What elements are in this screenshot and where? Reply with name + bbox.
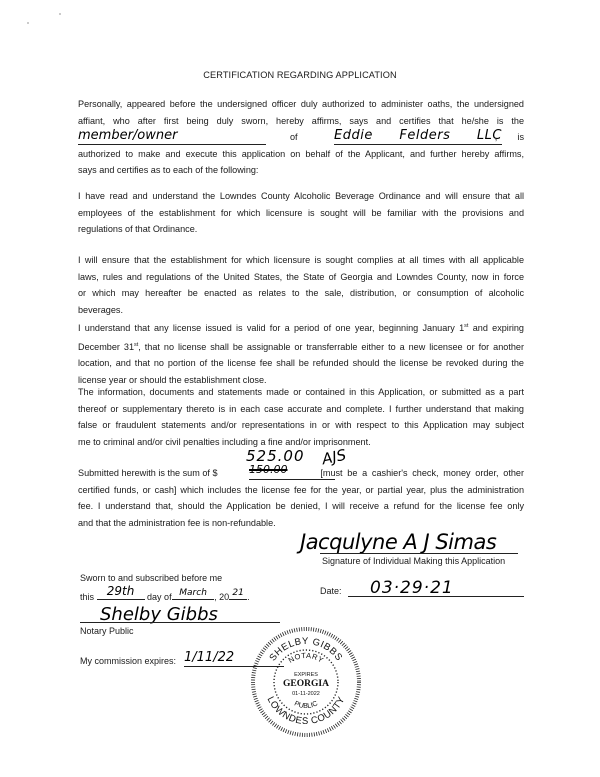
year-field[interactable] bbox=[229, 588, 247, 600]
role-value: member/owner bbox=[78, 127, 178, 143]
fee-line-4: and that the administration fee is non-refundable. bbox=[78, 517, 276, 528]
correction-initials: AJS bbox=[320, 445, 348, 469]
validity-line-1 bbox=[78, 318, 524, 337]
scan-speck bbox=[59, 13, 61, 15]
validity-line-3: location, and that no portion of the license fee shall be refunded should the license be revoked during the bbox=[78, 358, 524, 369]
this-label: this bbox=[80, 592, 95, 602]
accuracy-line-4: me to criminal and/or civil penalties including a fine and/or imprisonment. bbox=[78, 436, 371, 447]
ordinance-line-1: I have read and understand the Lowndes County Alcoholic Beverage Ordinance and will ensure that all bbox=[78, 191, 524, 201]
fee-text: [must be a cashier's check, money order, other bbox=[320, 468, 524, 478]
accuracy-line-1: The information, documents and statements made or contained in this Application, or submitted as a part bbox=[78, 387, 524, 397]
compliance-line-2: laws, rules and regulations of the United States, the State of Georgia and Lowndes County, now in force bbox=[78, 271, 524, 282]
notary-signature: Shelby Gibbs bbox=[100, 604, 218, 625]
applicant-signature: Jacqulyne A J Simas bbox=[300, 530, 497, 554]
superscript: st bbox=[134, 341, 139, 348]
svg-text:NOTARY bbox=[287, 651, 326, 665]
svg-text:PUBLIC bbox=[293, 700, 319, 710]
superscript: st bbox=[464, 323, 469, 329]
is-label: , is bbox=[494, 132, 524, 143]
month-value: March bbox=[179, 588, 207, 598]
validity-text: December 31 bbox=[78, 341, 135, 352]
notary-public-label: Notary Public bbox=[80, 626, 134, 636]
seal-notary-text: NOTARY bbox=[286, 650, 326, 665]
commission-value: 1/11/22 bbox=[184, 650, 235, 665]
svg-text:LOWNDES COUNTY bbox=[265, 695, 348, 727]
fee-line-2: certified funds, or cash] which includes the license fee for the year, or partial year, plus the administration bbox=[78, 484, 524, 495]
date-value: 03·29·21 bbox=[370, 578, 454, 598]
validity-text: and expiring bbox=[468, 323, 524, 333]
month-field[interactable] bbox=[172, 588, 214, 600]
seal-date-text: 01-11-2022 bbox=[292, 691, 320, 697]
intro-line-4: authorized to make and execute this application on behalf of the Applicant, and further hereby affirms, bbox=[78, 148, 524, 159]
seal-bottom-text: LOWNDES COUNTY bbox=[264, 694, 348, 728]
ordinance-line-2: employees of the establishment for which licensure is sought will be familiar with the provisions and bbox=[78, 207, 524, 218]
ordinance-line-3: regulations of that Ordinance. bbox=[78, 224, 198, 235]
scan-speck bbox=[27, 22, 29, 24]
validity-line-4: license year or should the establishment close. bbox=[78, 374, 267, 385]
sworn-date-line bbox=[80, 584, 250, 602]
company-value: Eddie Felders LLC bbox=[334, 127, 502, 143]
validity-paragraph bbox=[78, 318, 524, 388]
commission-label: My commission expires: bbox=[80, 656, 177, 666]
seal-state-text: GEORGIA bbox=[283, 679, 329, 689]
accuracy-line-3: false or fraudulent statements and/or representations in or with respect to this Application may subject bbox=[78, 420, 524, 431]
seal-public-text: PUBLIC bbox=[292, 700, 319, 711]
of-label: of bbox=[290, 132, 298, 143]
seal-top-text: SHELBY GIBBS bbox=[267, 635, 345, 664]
intro-line-5: says and certifies as to each of the following: bbox=[78, 165, 259, 176]
applicant-signature-label: Signature of Individual Making this Application bbox=[322, 556, 506, 566]
notary-signature-line bbox=[80, 622, 280, 623]
intro-line-2: affiant, who after first being duly sworn, hereby affirms, says and certifies that he/she is the bbox=[78, 115, 524, 126]
year-value: 21 bbox=[232, 588, 244, 598]
fee-paragraph bbox=[78, 465, 524, 531]
day-field[interactable] bbox=[97, 584, 145, 600]
seal-expires-text: EXPIRES bbox=[294, 672, 318, 678]
validity-line-2 bbox=[78, 337, 524, 356]
applicant-signature-line bbox=[320, 553, 518, 554]
intro-line-3 bbox=[78, 129, 524, 146]
company-field[interactable] bbox=[334, 127, 502, 145]
ordinance-paragraph bbox=[78, 188, 524, 238]
compliance-line-3: or which may hereafter be enacted as relates to the sale, distribution, or consumption of alcoholic bbox=[78, 288, 524, 299]
fee-line-3: fee. I understand that, should the Application be denied, I will receive a refund for the license fee only bbox=[78, 501, 524, 512]
validity-text: I understand that any license issued is valid for a period of one year, beginning January 1 bbox=[78, 323, 465, 333]
day-value: 29th bbox=[106, 584, 135, 598]
day-of-label: day of bbox=[147, 592, 172, 602]
compliance-paragraph bbox=[78, 252, 524, 318]
intro-line-1: Personally, appeared before the undersigned officer duly authorized to administer oaths, the undersigned bbox=[78, 99, 524, 109]
compliance-line-4: beverages. bbox=[78, 304, 123, 315]
intro-paragraph bbox=[78, 96, 524, 179]
notary-seal-icon bbox=[250, 626, 362, 738]
fee-text: Submitted herewith is the sum of $ bbox=[78, 468, 218, 478]
accuracy-line-2: thereof or supplementary thereto is in each case accurate and complete. I further understand that making bbox=[78, 403, 524, 414]
year-suffix: . bbox=[247, 592, 250, 602]
document-title: CERTIFICATION REGARDING APPLICATION bbox=[203, 70, 397, 80]
sworn-line: Sworn to and subscribed before me bbox=[80, 573, 223, 583]
corrected-amount: 525.00 bbox=[246, 447, 305, 465]
year-prefix: , 20 bbox=[214, 592, 230, 602]
compliance-line-1: I will ensure that the establishment for which licensure is sought complies at all times with all applicable bbox=[78, 255, 524, 265]
fee-line-1 bbox=[78, 465, 524, 482]
role-field[interactable] bbox=[78, 127, 266, 145]
date-label: Date: bbox=[320, 586, 342, 596]
validity-text: , that no license shall be assignable or transferrable either to a new licensee or for another bbox=[138, 341, 524, 352]
accuracy-paragraph bbox=[78, 384, 524, 450]
struck-amount: 150.00 bbox=[249, 463, 288, 477]
